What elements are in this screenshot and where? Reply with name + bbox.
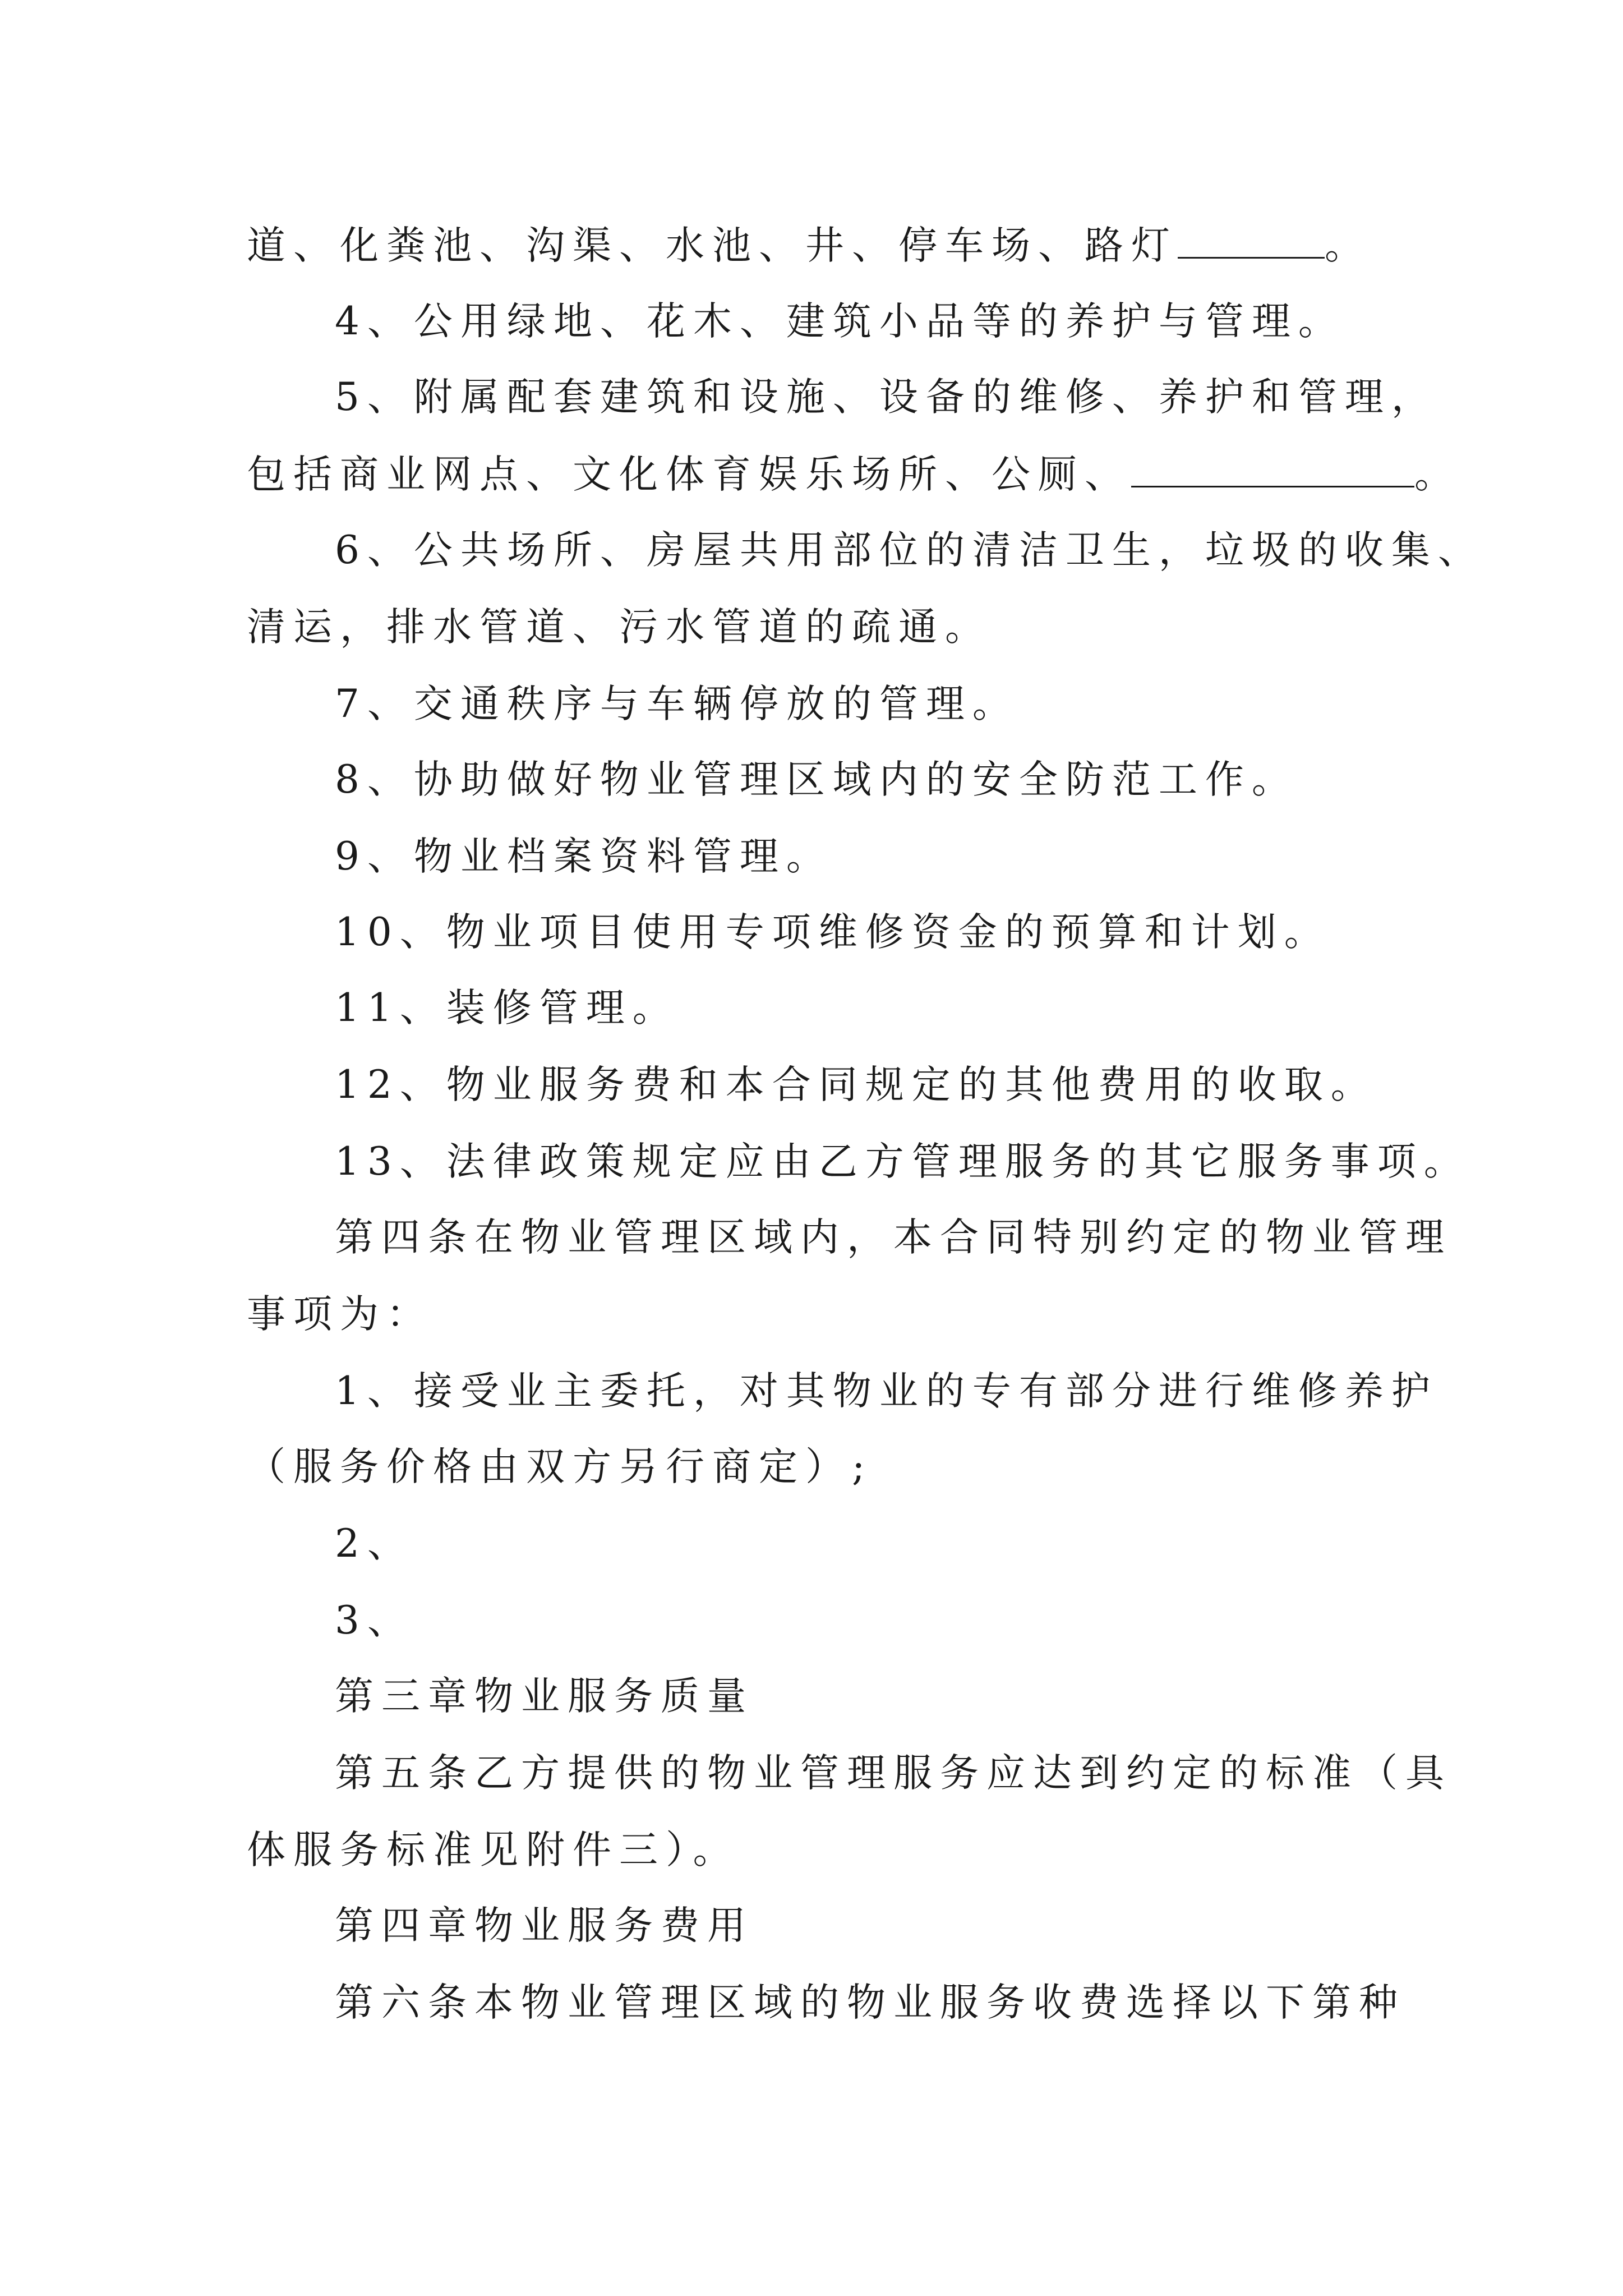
text-line-6: 清运，排水管道、污水管道的疏通。 bbox=[247, 605, 992, 650]
text-line-18: 2、 bbox=[335, 1521, 414, 1566]
fill-in-blank bbox=[1178, 224, 1325, 259]
text-line-12: 12、物业服务费和本合同规定的其他费用的收取。 bbox=[335, 1062, 1377, 1107]
text-line-4 bbox=[247, 452, 1461, 497]
text-segment: 包括商业网点、文化体育娱乐场所、公厕、 bbox=[247, 452, 1131, 497]
text-line-10: 10、物业项目使用专项维修资金的预算和计划。 bbox=[335, 910, 1331, 955]
text-line-11: 11、装修管理。 bbox=[335, 986, 679, 1030]
text-line-17: （服务价格由双方另行商定）; bbox=[247, 1444, 873, 1489]
text-line-14: 第四条在物业管理区域内，本合同特别约定的物业管理 bbox=[335, 1215, 1452, 1260]
text-segment: 。 bbox=[1414, 452, 1461, 497]
chapter-heading: 第三章物业服务质量 bbox=[335, 1674, 754, 1719]
text-line-24: 第六条本物业管理区域的物业服务收费选择以下第种 bbox=[335, 1980, 1405, 2025]
text-line-13: 13、法律政策规定应由乙方管理服务的其它服务事项。 bbox=[335, 1139, 1470, 1184]
text-line-21: 第五条乙方提供的物业管理服务应达到约定的标准（具 bbox=[335, 1751, 1452, 1796]
text-segment: 。 bbox=[1325, 223, 1371, 268]
text-line-8: 8、协助做好物业管理区域内的安全防范工作。 bbox=[335, 757, 1298, 802]
text-line-1 bbox=[247, 223, 1371, 268]
text-line-19: 3、 bbox=[335, 1598, 414, 1643]
text-line-15: 事项为： bbox=[247, 1292, 433, 1337]
text-line-22: 体服务标准见附件三）。 bbox=[247, 1828, 740, 1872]
text-line-2: 4、公用绿地、花木、建筑小品等的养护与管理。 bbox=[335, 299, 1345, 344]
text-line-16: 1、接受业主委托，对其物业的专有部分进行维修养护 bbox=[335, 1369, 1438, 1414]
fill-in-blank bbox=[1131, 453, 1414, 487]
text-line-7: 7、交通秩序与车辆停放的管理。 bbox=[335, 682, 1019, 726]
text-segment: 道、化粪池、沟渠、水池、井、停车场、路灯 bbox=[247, 223, 1178, 268]
text-line-5: 6、公共场所、房屋共用部位的清洁卫生，垃圾的收集、 bbox=[335, 528, 1484, 573]
chapter-heading: 第四章物业服务费用 bbox=[335, 1903, 754, 1948]
text-line-9: 9、物业档案资料管理。 bbox=[335, 834, 833, 879]
text-line-3: 5、附属配套建筑和设施、设备的维修、养护和管理， bbox=[335, 375, 1438, 420]
